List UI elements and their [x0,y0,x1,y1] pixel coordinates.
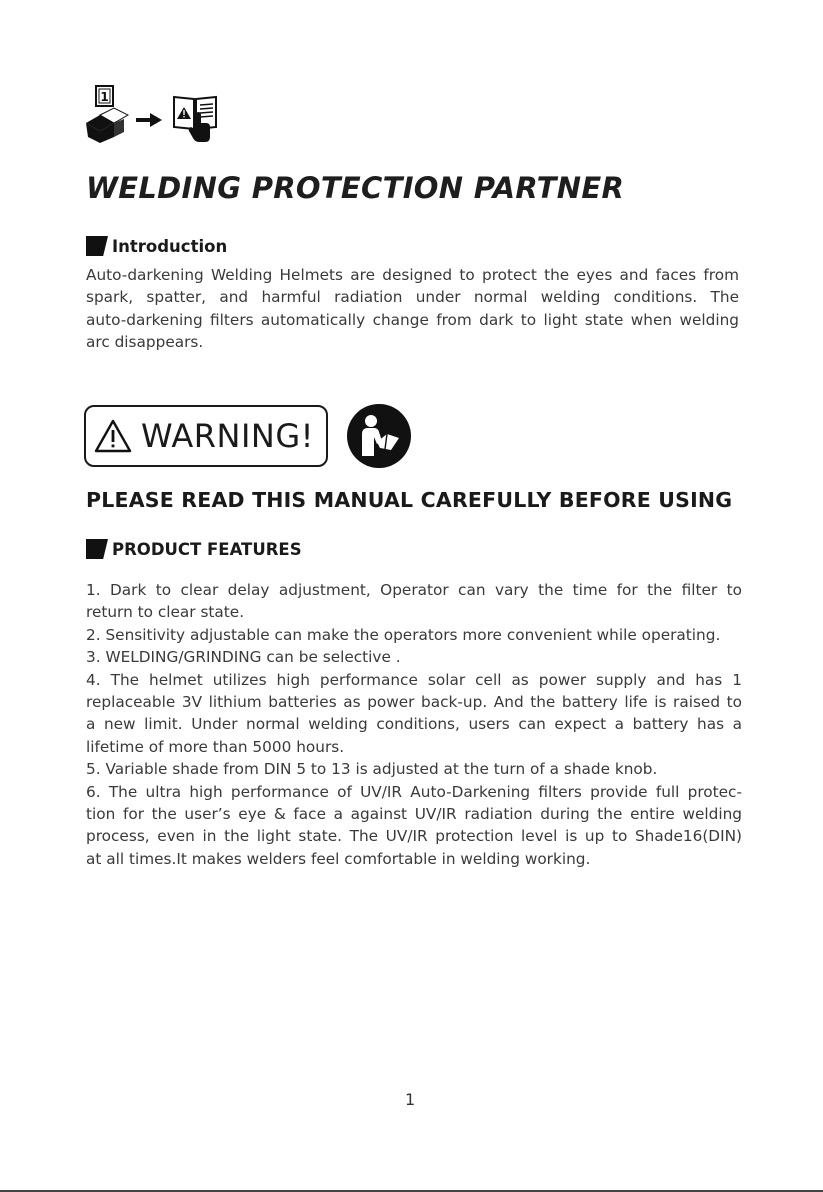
introduction-line: arc disappears. [86,333,204,352]
header-icons [86,85,226,147]
read-manual-notice: PLEASE READ THIS MANUAL CAREFULLY BEFORE USING [86,488,733,512]
section-marker [86,236,108,256]
arrow-right-icon [136,113,162,127]
warning-banner [84,405,328,467]
feature-line: a new limit. Under normal welding conditions, users can expect a battery has a [86,715,742,734]
page-title: WELDING PROTECTION PARTNER [86,171,625,205]
page-number: 1 [405,1090,416,1109]
read-manual-warning-icon [172,91,220,143]
introduction-line: spark, spatter, and harmful radiation under normal welding conditions. The [86,288,739,307]
feature-line: 6. The ultra high performance of UV/IR Auto-Darkening filters provide full protec- [86,782,742,801]
feature-line: tion for the user’s eye & face a against UV/IR radiation during the entire welding [86,805,742,824]
introduction-line: Auto-darkening Welding Helmets are designed to protect the eyes and faces from [86,266,739,284]
feature-line: 4. The helmet utilizes high performance solar cell as power supply and has 1 [86,670,742,689]
feature-line: 1. Dark to clear delay adjustment, Operator can vary the time for the filter to [86,581,742,599]
introduction-line: auto-darkening filters automatically change from dark to light state when welding [86,310,739,329]
read-manual-icon [347,404,411,468]
warning-triangle-icon [94,419,132,453]
warning-label: WARNING! [141,417,314,455]
section-marker [86,539,108,559]
feature-line: return to clear state. [86,603,245,622]
introduction-heading-label: Introduction [112,237,228,256]
feature-line: 2. Sensitivity adjustable can make the operators more convenient while operating. [86,625,721,644]
features-heading [86,539,302,559]
feature-line: at all times.It makes welders feel comfortable in welding working. [86,849,591,868]
feature-line: process, even in the light state. The UV/IR protection level is up to Shade16(DIN) [86,827,742,846]
feature-line: 5. Variable shade from DIN 5 to 13 is adjusted at the turn of a shade knob. [86,760,658,779]
features-heading-label: PRODUCT FEATURES [112,540,302,559]
features-list [86,579,742,870]
step-number: 1 [100,90,109,104]
feature-line: replaceable 3V lithium batteries as power back-up. And the battery life is raised to [86,693,742,712]
feature-line: 3. WELDING/GRINDING can be selective . [86,648,401,667]
feature-line: lifetime of more than 5000 hours. [86,737,345,756]
introduction-paragraph [86,264,739,354]
introduction-heading [86,236,227,256]
